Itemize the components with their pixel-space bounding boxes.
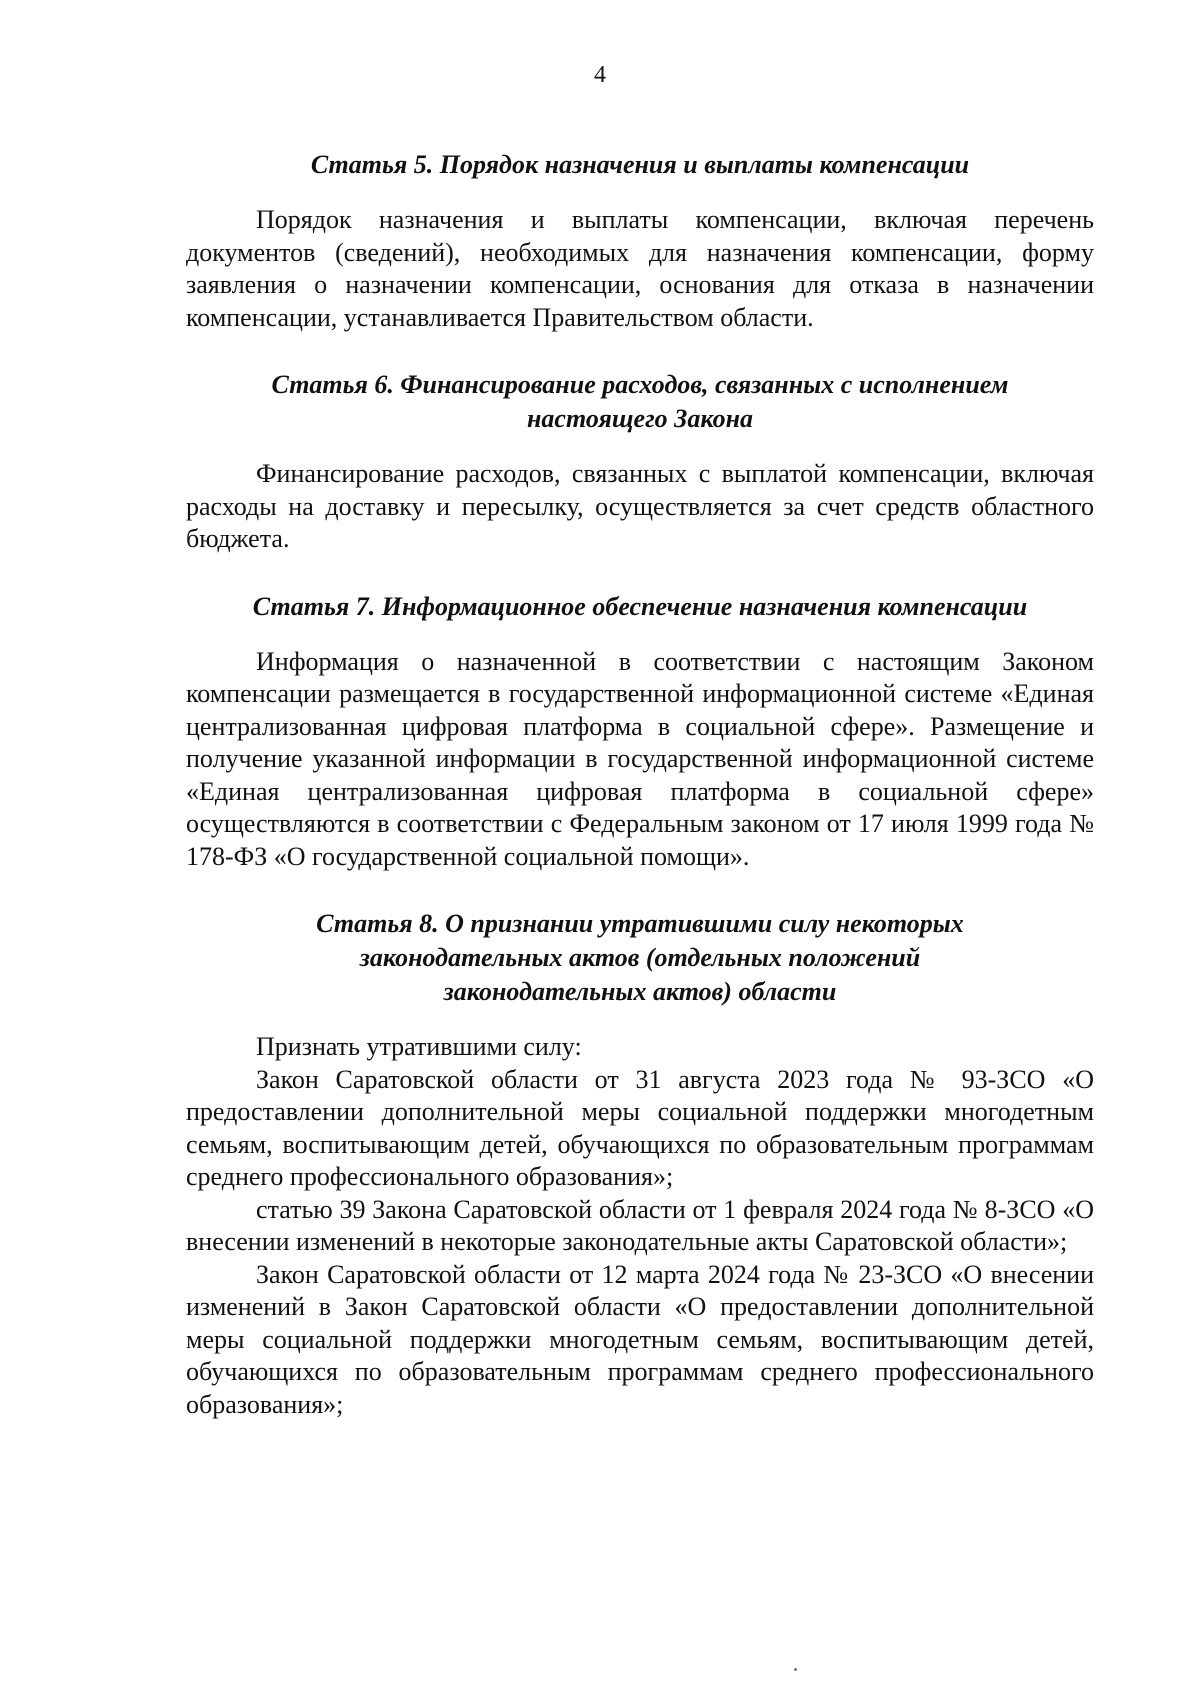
scan-speck xyxy=(794,1668,797,1671)
article-heading-line: настоящего Закона xyxy=(526,404,754,433)
article-8 xyxy=(186,907,1094,1421)
article-heading xyxy=(186,907,1094,1009)
article-heading xyxy=(186,590,1094,624)
document-body xyxy=(186,148,1094,1421)
article-heading xyxy=(186,368,1094,436)
article-heading-line: Статья 5. Порядок назначения и выплаты компенсации xyxy=(310,150,970,179)
article-heading-line: законодательных актов) области xyxy=(443,977,837,1006)
article-paragraph: Финансирование расходов, связанных с выплатой компенсации, включая расходы на доставку и пересылку, осуществляется за счет средств областного бюджета. xyxy=(186,459,1094,553)
article-paragraph: Порядок назначения и выплаты компенсации, включая перечень документов (сведений), необходимых для назначения компенсации, форму заявления о назначении компенсации, основания для отказа в назначении компенсации, устанавливается Правительством области. xyxy=(186,205,1094,332)
repealed-act-item: статью 39 Закона Саратовской области от 1 февраля 2024 года № 8-ЗСО «О внесении изменений в некоторые законодательные акты Саратовской области»; xyxy=(186,1194,1094,1256)
article-heading-line: Статья 6. Финансирование расходов, связанных с исполнением xyxy=(271,370,1009,399)
repealed-act-item: Закон Саратовской области от 12 марта 2024 года № 23-ЗСО «О внесении изменений в Закон Саратовской области «О предоставлении дополнительной меры социальной поддержки многодетным семьям, воспитывающим детей, обучающихся по образовательным программам среднего профессионального образования»; xyxy=(186,1259,1094,1419)
article-paragraph: Информация о назначенной в соответствии с настоящим Законом компенсации размещается в государственной информационной системе «Единая централизованная цифровая платформа в социальной сфере». Размещение и получение указанной информации в государственной информационной системе «Единая централизованная цифровая платформа в социальной сфере» осуществляются в соответствии с Федеральным законом от 17 июля 1999 года № 178-ФЗ «О государственной социальной помощи». xyxy=(186,646,1094,871)
article-intro: Признать утратившими силу: xyxy=(256,1032,582,1061)
page-number: 4 xyxy=(594,62,606,88)
article-5 xyxy=(186,148,1094,334)
article-heading xyxy=(186,148,1094,182)
article-7 xyxy=(186,590,1094,874)
article-6 xyxy=(186,368,1094,556)
article-heading-line: законодательных актов (отдельных положений xyxy=(359,943,921,972)
repealed-act-item: Закон Саратовской области от 31 августа 2023 года № 93-ЗСО «О предоставлении дополнительной меры социальной поддержки многодетным семьям, воспитывающим детей, обучающихся по образовательным программам среднего профессионального образования»; xyxy=(186,1064,1094,1191)
article-heading-line: Статья 7. Информационное обеспечение назначения компенсации xyxy=(252,591,1028,621)
article-heading-line: Статья 8. О признании утратившими силу некоторых xyxy=(316,909,964,938)
